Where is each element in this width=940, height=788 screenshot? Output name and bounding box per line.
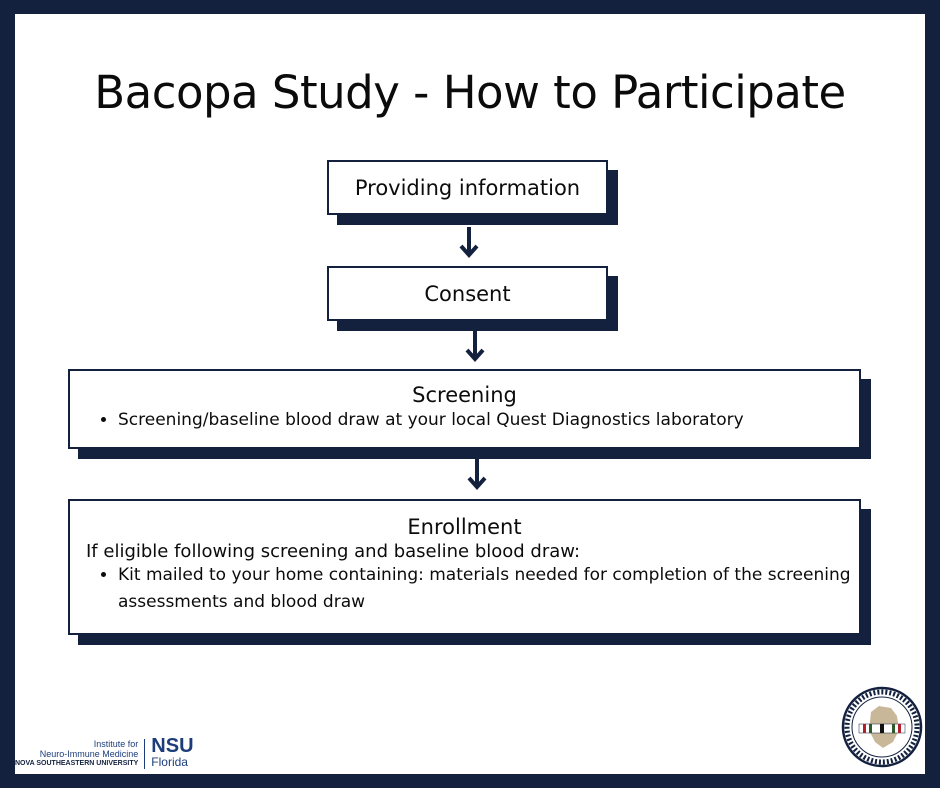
infographic-canvas xyxy=(15,14,925,774)
step-screening-list xyxy=(70,407,859,434)
step-providing-information xyxy=(327,160,608,215)
arrow-down-icon xyxy=(466,458,488,490)
step-consent-label: Consent xyxy=(424,281,511,306)
logo-divider xyxy=(144,739,145,769)
nsu-logo-name: NSU xyxy=(151,735,194,757)
step-enrollment-label: Enrollment xyxy=(407,515,522,539)
gulf-war-illness-seal-icon xyxy=(841,686,923,768)
step-providing-information-label: Providing information xyxy=(354,175,581,200)
list-item: • Kit mailed to your home containing: materials needed for completion of the screening assessments and blood draw xyxy=(118,562,859,616)
step-consent xyxy=(327,266,608,321)
institute-logo-line2: Neuro-Immune Medicine xyxy=(39,749,139,759)
arrow-down-icon xyxy=(458,226,480,258)
institute-logo-line1: Institute for xyxy=(93,739,139,749)
institute-logo-line3: NOVA SOUTHEASTERN UNIVERSITY xyxy=(15,760,139,767)
step-screening xyxy=(68,369,861,449)
institute-logo xyxy=(15,736,194,772)
nsu-logo xyxy=(151,735,194,770)
step-enrollment xyxy=(68,499,861,635)
page-title: Bacopa Study - How to Participate xyxy=(94,66,846,119)
nsu-logo-sub: Florida xyxy=(151,755,188,769)
step-enrollment-list xyxy=(70,562,859,616)
step-screening-label: Screening xyxy=(412,383,517,407)
step-enrollment-lead: If eligible following screening and baseline blood draw: xyxy=(86,541,581,562)
list-item: • Screening/baseline blood draw at your local Quest Diagnostics laboratory xyxy=(118,407,859,434)
arrow-down-icon xyxy=(464,330,486,362)
